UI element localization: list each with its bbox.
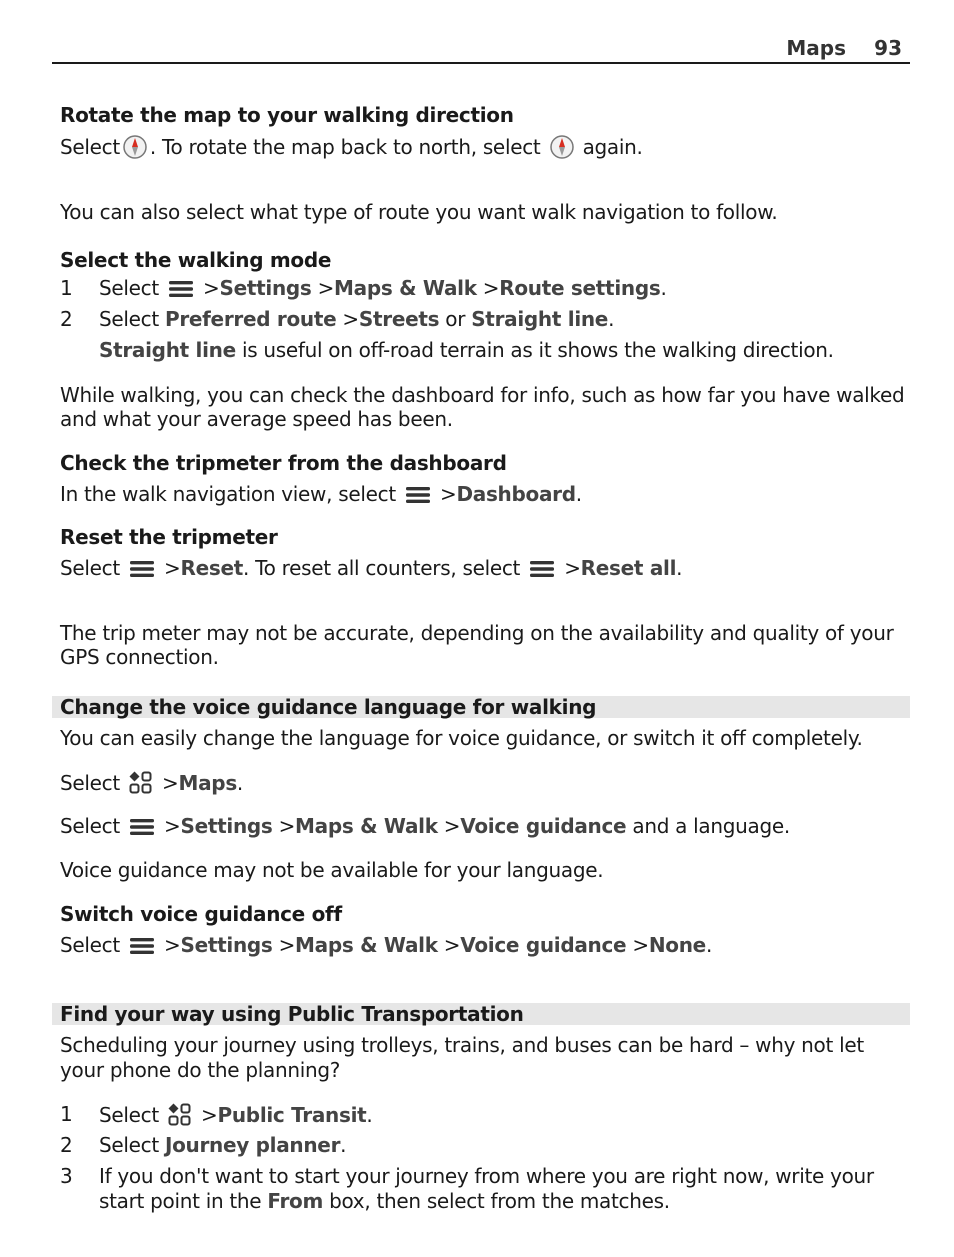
dashboard-paragraph-line-2: and what your average speed has been. [60,407,453,431]
rotate-instruction [60,134,643,160]
text: . To reset all counters, select [243,556,521,580]
menu-path-public-transit: Public Transit [217,1103,367,1127]
text: > [564,556,581,580]
apps-grid-icon [167,1102,193,1128]
menu-path-settings: Settings [219,276,312,300]
page-number: 93 [874,36,902,60]
text: > [342,307,359,331]
transit-step-1 [99,1102,372,1128]
text: > [278,933,296,957]
text: > [317,276,335,300]
text: Select [60,135,120,159]
text: . [236,771,243,795]
step-number: 2 [60,307,73,331]
menu-path-reset-all: Reset all [580,556,677,580]
reset-tripmeter-instruction [60,556,682,580]
text: > [439,482,457,506]
text: start point in the [99,1189,262,1213]
text: Select [60,933,120,957]
text: In the walk navigation view, select [60,482,396,506]
menu-path-maps: Maps [178,771,237,795]
section-band-public-transport [52,1003,910,1025]
menu-icon [128,816,156,838]
text: . [705,933,712,957]
menu-path-maps-walk: Maps & Walk [295,933,438,957]
transit-step-2 [99,1133,346,1157]
text: . To rotate the map back to north, select [149,135,541,159]
menu-icon [404,484,432,506]
menu-path-dashboard: Dashboard [456,482,576,506]
text: . [676,556,683,580]
section-heading-public-transport: Find your way using Public Transportation [60,1002,524,1026]
text: Select [99,307,159,331]
text: . [340,1133,347,1157]
walking-mode-step-1 [99,276,667,300]
transit-intro-line-1: Scheduling your journey using trolleys, trains, and buses can be hard – why not let [60,1033,864,1057]
text: > [278,814,296,838]
heading-check-tripmeter: Check the tripmeter from the dashboard [60,451,507,475]
menu-path-route-settings: Route settings [499,276,661,300]
heading-rotate-map: Rotate the map to your walking direction [60,103,514,127]
menu-path-settings: Settings [180,814,273,838]
text: Select [60,814,120,838]
route-type-paragraph: You can also select what type of route you want walk navigation to follow. [60,200,778,224]
text: is useful on off-road terrain as it shows the walking direction. [241,338,834,362]
compass-icon [122,134,148,160]
text: again. [582,135,643,159]
menu-path-voice-guidance: Voice guidance [460,814,627,838]
text: Select [99,1103,159,1127]
menu-path-maps-walk: Maps & Walk [334,276,477,300]
transit-intro-line-2: your phone do the planning? [60,1058,341,1082]
transit-step-3-line-1: If you don't want to start your journey from where you are right now, write your [99,1164,874,1188]
section-heading-voice-guidance: Change the voice guidance language for walking [60,695,597,719]
voice-off-instruction [60,933,712,957]
step-number: 2 [60,1133,73,1157]
straight-line-note [99,338,834,362]
term-straight-line: Straight line [99,338,236,362]
page-header [52,36,910,64]
compass-icon [549,134,575,160]
text: Select [99,276,159,300]
text: . [366,1103,373,1127]
text: > [482,276,500,300]
step-number: 1 [60,276,73,300]
step-number: 3 [60,1164,73,1188]
text: > [443,814,461,838]
accuracy-line-1: The trip meter may not be accurate, depending on the availability and quality of your [60,621,894,645]
heading-walking-mode: Select the walking mode [60,248,332,272]
menu-path-straight-line: Straight line [471,307,609,331]
menu-path-voice-guidance: Voice guidance [460,933,627,957]
heading-voice-off: Switch voice guidance off [60,902,342,926]
text: . [660,276,667,300]
text: or [445,307,466,331]
field-name-from: From [267,1189,324,1213]
voice-intro: You can easily change the language for voice guidance, or switch it off completely. [60,726,863,750]
menu-icon [528,558,556,580]
text: > [164,556,181,580]
text: . [575,482,582,506]
text: > [201,1103,218,1127]
menu-path-journey-planner: Journey planner [164,1133,341,1157]
menu-path-maps-walk: Maps & Walk [295,814,438,838]
accuracy-line-2: GPS connection. [60,645,219,669]
menu-icon [128,558,156,580]
select-voice-guidance-instruction [60,814,790,838]
check-tripmeter-instruction [60,482,582,506]
text: Select [99,1133,159,1157]
text: > [162,771,179,795]
text: Select [60,771,120,795]
menu-path-reset: Reset [180,556,243,580]
text: Select [60,556,120,580]
walking-mode-step-2 [99,307,614,331]
menu-icon [128,935,156,957]
menu-icon [167,278,195,300]
select-maps-instruction [60,770,243,796]
text: > [164,814,181,838]
text: . [608,307,615,331]
text: > [632,933,649,957]
header-section-title: Maps [786,36,846,60]
menu-path-none: None [648,933,706,957]
section-band-voice-guidance [52,696,910,718]
text: > [164,933,181,957]
apps-grid-icon [128,770,154,796]
heading-reset-tripmeter: Reset the tripmeter [60,525,278,549]
transit-step-3-line-2 [99,1189,670,1213]
text: > [203,276,220,300]
menu-path-streets: Streets [358,307,440,331]
menu-path-preferred-route: Preferred route [164,307,337,331]
text: and a language. [632,814,790,838]
voice-availability-note: Voice guidance may not be available for your language. [60,858,604,882]
menu-path-settings: Settings [180,933,273,957]
text: box, then select from the matches. [329,1189,670,1213]
dashboard-paragraph-line-1: While walking, you can check the dashboard for info, such as how far you have walked [60,383,905,407]
text: > [443,933,461,957]
step-number: 1 [60,1102,73,1126]
